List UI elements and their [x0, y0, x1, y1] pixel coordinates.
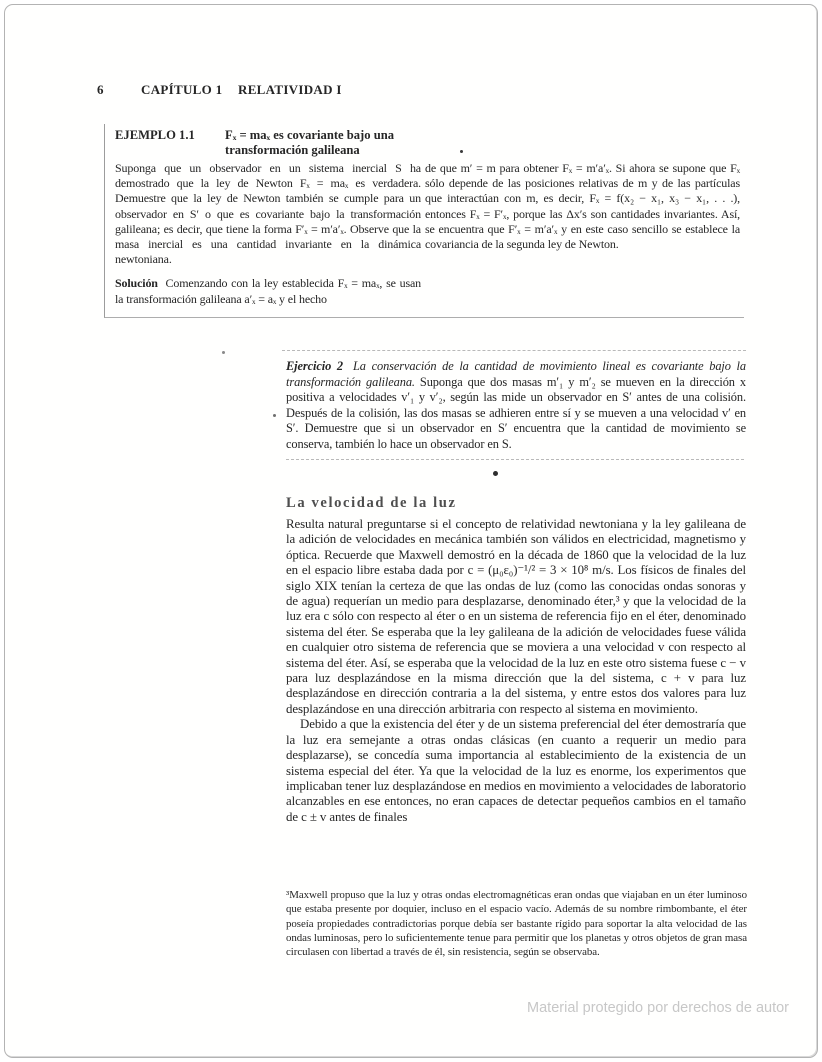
footnote-text: ³Maxwell propuso que la luz y otras ondas electromagnéticas eran ondas que viajaban en un éter luminoso que estaba presente por doquier, incluso en el espacio vacío. Además de su nombre rimbombante, el éter poseía propiedades contradictorias porque debía ser bastante rígido para soportar la alta velocidad de las ondas luminosas, pero lo suficientemente tenue para permitir que los planetas y otros objetos de gran masa circulasen con libertad a través de él, sin resistencia, según se observaba. [286, 889, 747, 959]
section-body [286, 517, 746, 825]
scan-artifact-dot [493, 471, 498, 476]
exercise-body-text: Suponga que dos masas m′₁ y m′₂ se mueven en la dirección x positiva a velocidades v′₁ y v′₂, según las mide un observador en S′ antes de una colisión. Después de la colisión, las dos masas se adhieren entre sí y se mueven a una velocidad v′ en S′. Demuestre que si un observador en S′ encuentra que la cantidad de movimiento se conserva, también lo hace un observador en S. [286, 374, 746, 451]
scan-artifact-dot [222, 351, 225, 354]
page-background [4, 4, 818, 1058]
example-label: EJEMPLO 1.1 [115, 128, 195, 142]
solution-label: Solución [115, 276, 158, 291]
copyright-watermark: Material protegido por derechos de autor [527, 1000, 789, 1016]
chapter-title: RELATIVIDAD I [238, 82, 342, 97]
scan-artifact-dot [460, 150, 463, 153]
page-number: 6 [97, 82, 104, 97]
example-box [104, 124, 744, 318]
section-heading: La velocidad de la luz [286, 495, 457, 511]
chapter-label: CAPÍTULO 1 [141, 82, 223, 97]
body-paragraph-1: Resulta natural preguntarse si el concepto de relatividad newtoniana y la ley galileana de la adición de velocidades en mecánica también son válidos en electricidad, magnetismo y óptica. Recuerde que Maxwell demostró en la década de 1860 que la velocidad de la luz en el espacio libre estaba dada por c = (μ₀ε₀)⁻¹/² = 3 × 10⁸ m/s. Los físicos de finales del siglo XIX tenían la certeza de que las ondas de luz (como las conocidas ondas sonoras y de agua) requerían un medio para desplazarse, denominado éter,³ y que la velocidad de la luz era c sólo con respecto al éter o en un sistema de referencia fijo en el éter, denominado sistema del éter. Se esperaba que la ley galileana de la adición de velocidades fuese válida en cualquier otro sistema de referencia que se moviera a una velocidad v con respecto al sistema del éter. Así, se esperaba que la velocidad de la luz en este otro sistema fuese c − v para luz desplazándose en la misma dirección que la del sistema, c + v para luz desplazándose en dirección contraria a la del sistema, y entre estos dos valores para luz desplazándose en una dirección arbitraria con respecto al sistema en movimiento. [286, 517, 746, 716]
exercise-block [286, 359, 746, 453]
body-paragraph-2: Debido a que la existencia del éter y de un sistema preferencial del éter demostraría que la luz era semejante a otras ondas clásicas (en cuanto a requerir un medio para desplazarse), se concedía suma importancia al establecimiento de la existencia de un sistema especial del éter. Ya que la velocidad de la luz es enorme, los experimentos que implicaban tener luz desplazándose en medios en movimiento a velocidades de laboratorio alcanzables en ese entonces, no eran capaces de detectar pequeños cambios en el tamaño de c ± v antes de finales [286, 717, 746, 824]
example-solution-continued: de que m′ = m para obtener Fₓ = m′a′ₓ. Si ahora se supone que Fₓ sólo depende de las posiciones relativas de m y de las partículas que interactúan con m, es decir, Fₓ = f(x₂ − x₁, x₃ − x₁, . . .), entonces Fₓ = F′ₓ, porque las Δx′s son cantidades invariantes. Así, se encuentra que F′ₓ = m′a′ₓ y en este caso sencillo se establece la covariancia de la segunda ley de Newton. [425, 161, 740, 252]
example-solution-paragraph [115, 276, 421, 306]
scan-artifact-dot [273, 414, 276, 417]
horizontal-rule [286, 459, 744, 460]
example-title: Fₓ = maₓ es covariante bajo una transformación galileana [225, 128, 394, 157]
solution-text: Comenzando con la ley establecida Fₓ = maₓ, se usan la transformación galileana a′ₓ = aₓ y el hecho [115, 276, 422, 306]
example-left-column [115, 161, 421, 307]
horizontal-rule [282, 350, 746, 351]
example-problem-text: Suponga que un observador en un sistema inercial S ha demostrado que la ley de Newton Fₓ = maₓ es verdadera. Demuestre que la ley de Newton también se cumple para un observador en S′ o que es covariante bajo la transformación galileana; es decir, que tiene la forma F′ₓ = m′a′ₓ. Observe que la masa inercial es una cantidad invariante en la dinámica newtoniana. [115, 161, 421, 267]
example-right-column [425, 161, 740, 252]
exercise-label: Ejercicio 2 [286, 359, 343, 373]
exercise-intro-italic: La conservación de la cantidad de movimiento lineal es covariante bajo la transformación galileana. [286, 359, 746, 389]
